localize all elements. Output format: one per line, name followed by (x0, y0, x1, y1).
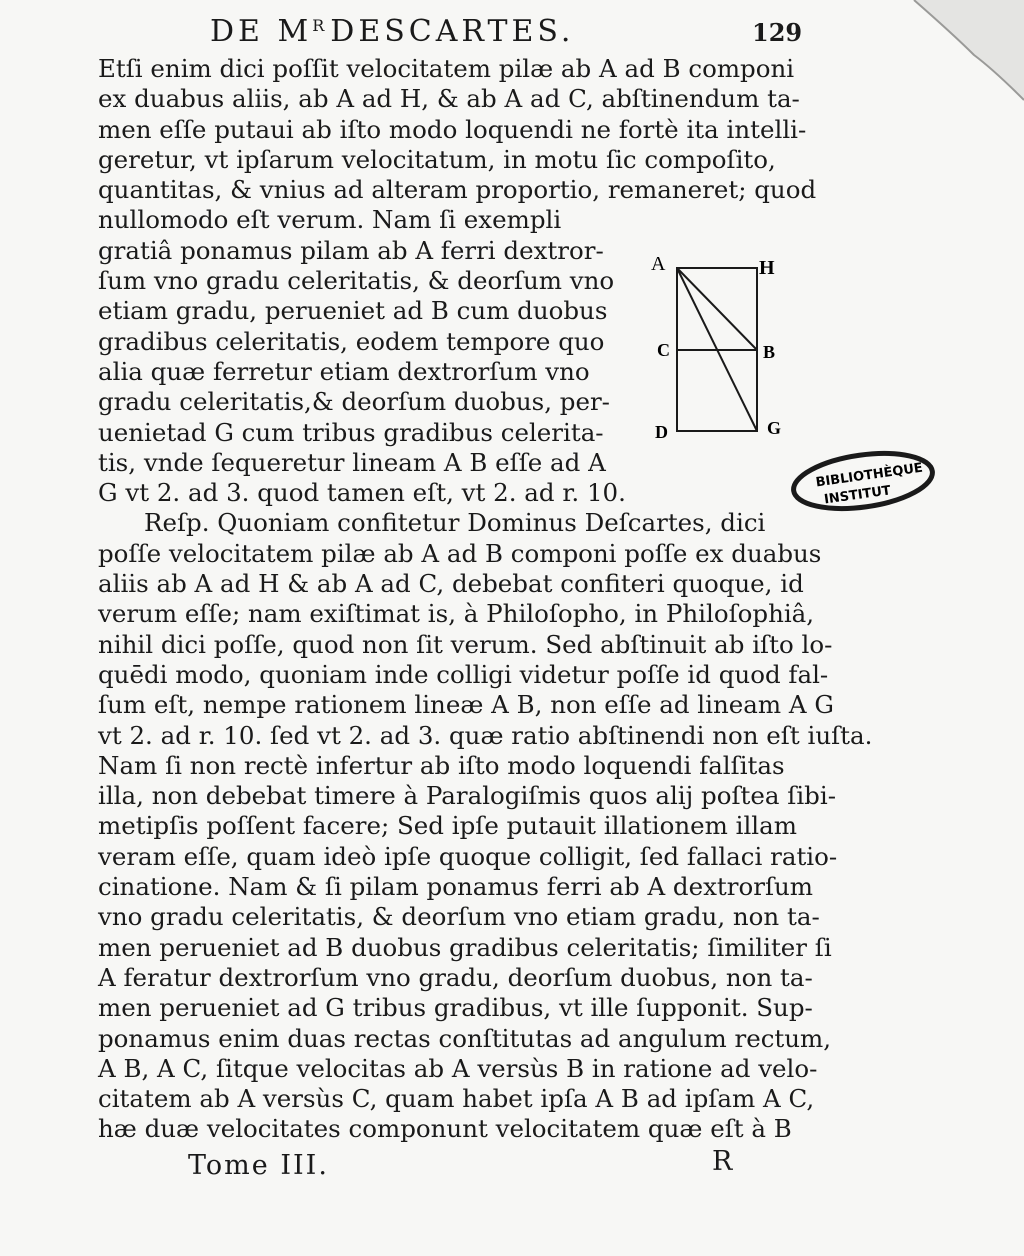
text-line: hæ duæ velocitates componunt velocitatem quæ eſt à B (98, 1114, 792, 1144)
text-line: Nam ſi non rectè infertur ab iſto modo loquendi falſitas (98, 750, 785, 780)
text-line: gradibus celeritatis, eodem tempore quo (98, 326, 605, 356)
text-line: Reſp. Quoniam confitetur Dominus Deſcartes, dici (144, 508, 766, 538)
text-line: nullomodo eſt verum. Nam ſi exempli (98, 205, 562, 235)
text-line: geretur, vt ipſarum velocitatum, in motu ſic compoſito, (98, 144, 776, 174)
text-line: men perueniet ad G tribus gradibus, vt ille ſupponit. Sup- (98, 993, 813, 1023)
stamp-text-top: BIBLIOTHÈQUE (814, 460, 924, 491)
text-line: Etſi enim dici poſſit velocitatem pilæ ab A ad B componi (98, 54, 795, 83)
diagram-label-b: B (763, 342, 776, 362)
stamp-text-bottom: INSTITUT (823, 483, 892, 508)
running-head-post: DESCARTES. (330, 14, 575, 49)
signature-mark: R (712, 1146, 733, 1177)
text-line: alia quæ ferretur etiam dextrorſum vno (98, 356, 590, 386)
text-line: ex duabus aliis, ab A ad H, & ab A ad C, abſtinendum ta- (98, 84, 800, 114)
text-line: cinatione. Nam & ſi pilam ponamus ferri ab A dextrorſum (98, 872, 814, 902)
text-line: nihil dici poſſe, quod non ſit verum. Sed abſtinuit ab iſto lo- (98, 629, 833, 659)
text-line: quantitas, & vnius ad alteram proportio, remaneret; quod (98, 175, 817, 205)
geometry-diagram (645, 248, 795, 444)
library-stamp (788, 450, 938, 512)
running-head-superscript: R (312, 16, 325, 35)
diagram-label-d: D (655, 422, 668, 442)
text-line: aliis ab A ad H & ab A ad C, debebat confiteri quoque, id (98, 569, 804, 599)
text-line: A B, A C, ſitque velocitas ab A versùs B in ratione ad velo- (98, 1053, 818, 1083)
text-line: ponamus enim duas rectas conſtitutas ad angulum rectum, (98, 1023, 832, 1053)
page-number: 129 (752, 18, 803, 47)
text-line: etiam gradu, perueniet ad B cum duobus (98, 296, 608, 326)
text-line: ſum eſt, nempe rationem lineæ A B, non eſſe ad lineam A G (98, 690, 834, 720)
text-line: gradu celeritatis,& deorſum duobus, per- (98, 387, 610, 417)
diagram-line-ab (677, 268, 757, 350)
diagram-label-g: G (767, 418, 782, 438)
text-line: ſum vno gradu celeritatis, & deorſum vno (98, 266, 615, 296)
text-line: tis, vnde ſequeretur lineam A B eſſe ad A (98, 447, 606, 477)
text-line: A feratur dextrorſum vno gradu, deorſum duobus, non ta- (98, 962, 813, 992)
page-header (0, 14, 1024, 54)
text-line: verum eſſe; nam exiſtimat is, à Philoſopho, in Philoſophiâ, (98, 599, 815, 629)
running-head (210, 14, 574, 49)
text-line: poſſe velocitatem pilæ ab A ad B componi poſſe ex duabus (98, 538, 822, 568)
text-line: men perueniet ad B duobus gradibus celeritatis; ſimiliter ſi (98, 932, 832, 962)
text-line: uenietad G cum tribus gradibus celerita- (98, 417, 604, 447)
running-head-pre: DE M (210, 14, 313, 49)
text-line: men eſſe putaui ab iſto modo loquendi ne fortè ita intelli- (98, 114, 807, 144)
diagram-label-c: C (657, 340, 670, 360)
diagram-label-h: H (759, 257, 775, 279)
volume-label: Tome III. (188, 1150, 329, 1181)
text-line: vno gradu celeritatis, & deorſum vno etiam gradu, non ta- (98, 902, 820, 932)
text-line: citatem ab A versùs C, quam habet ipſa A B ad ipſam A C, (98, 1084, 815, 1114)
text-line: metipſis poſſent facere; Sed ipſe putauit illationem illam (98, 811, 797, 841)
text-line: veram eſſe, quam ideò ipſe quoque colligit, ſed fallaci ratio- (98, 841, 838, 871)
text-line: gratiâ ponamus pilam ab A ferri dextror- (98, 235, 604, 265)
text-line: quēdi modo, quoniam inde colligi videtur poſſe id quod fal- (98, 659, 829, 689)
text-line: G vt 2. ad 3. quod tamen eſt, vt 2. ad r. 10. (98, 478, 626, 508)
diagram-label-a: A (651, 253, 666, 275)
text-line: illa, non debebat timere à Paralogiſmis quos alij poſtea ſibi- (98, 781, 836, 811)
text-line: vt 2. ad r. 10. ſed vt 2. ad 3. quæ ratio abſtinendi non eſt iuſta. (98, 720, 873, 750)
